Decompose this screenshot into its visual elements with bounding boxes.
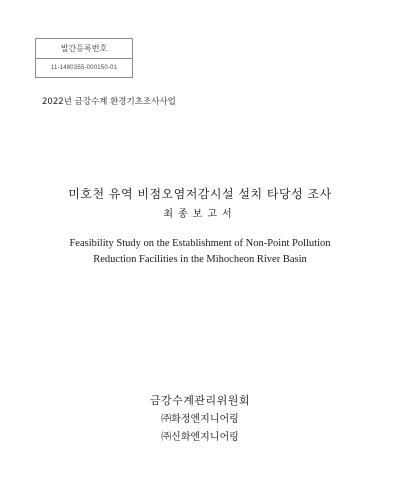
publication-registration-box bbox=[35, 38, 133, 78]
report-title-english bbox=[0, 236, 400, 268]
contractor-1: ㈜화정엔지니어링 bbox=[161, 414, 239, 425]
report-type: 최종보고서 bbox=[163, 209, 237, 220]
report-title-english-line1: Feasibility Study on the Establishment of Non-Point Pollution bbox=[69, 238, 331, 249]
publication-registration-number: 11-1480355-000150-01 bbox=[50, 65, 118, 71]
report-title-english-line2: Reduction Facilities in the Mihocheon River Basin bbox=[93, 254, 307, 265]
report-title-korean: 미호천 유역 비점오염저감시설 설치 타당성 조사 bbox=[68, 187, 332, 201]
project-name: 2022년 금강수계 환경기초조사사업 bbox=[42, 97, 176, 107]
publication-registration-label: 발간등록번호 bbox=[36, 39, 132, 59]
contractor-2: ㈜신화엔지니어링 bbox=[161, 432, 239, 443]
issuing-organization: 금강수계관리위원회 bbox=[149, 394, 251, 407]
